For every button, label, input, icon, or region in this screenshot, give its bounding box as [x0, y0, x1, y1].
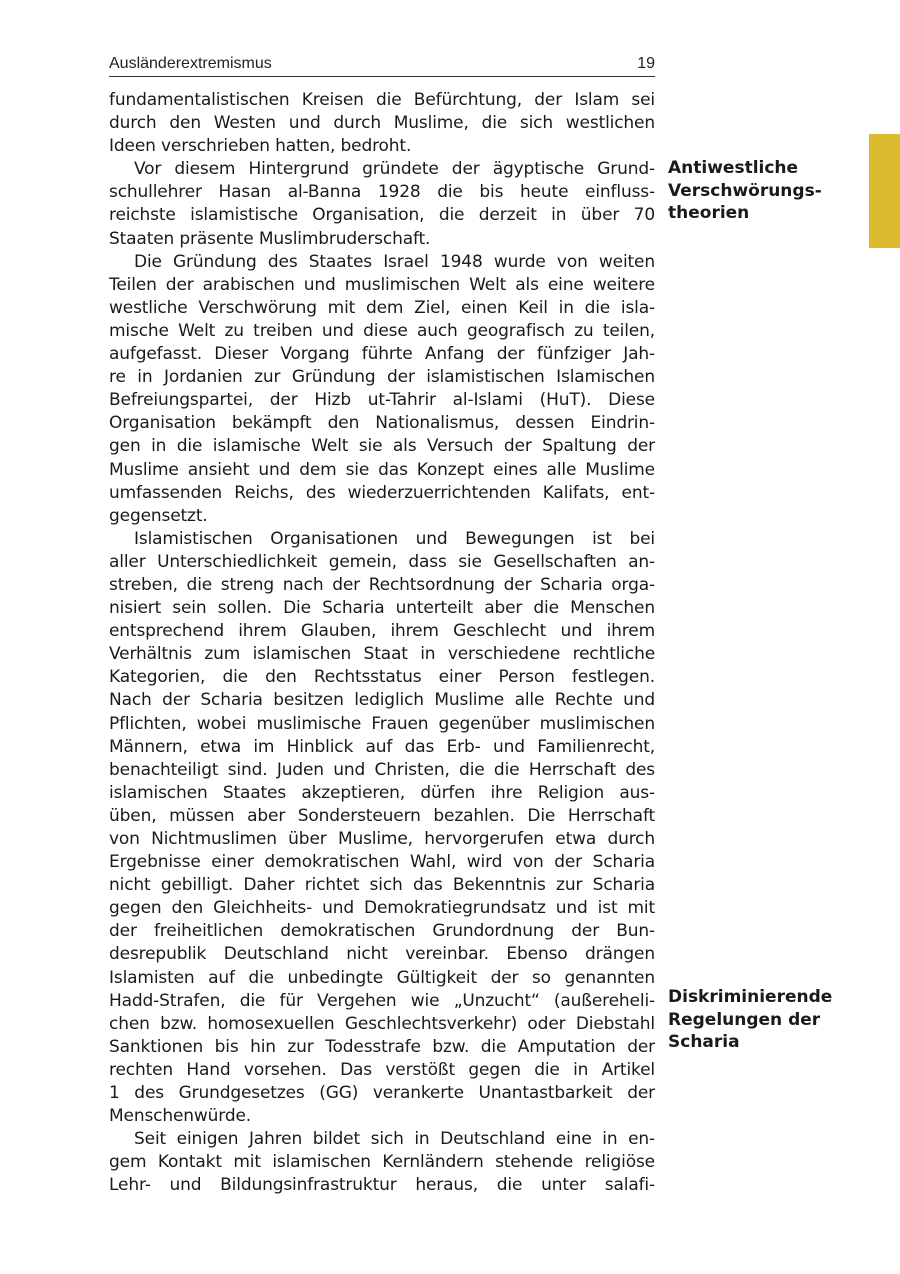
text-line: Muslime ansieht und dem sie das Konzept eines alle Muslime — [109, 459, 655, 480]
text-line: gegensetzt. — [109, 505, 208, 526]
text-line: desrepublik Deutschland nicht vereinbar. Ebenso drängen — [109, 944, 655, 965]
text-line: Teilen der arabischen und muslimischen Welt als eine weitere — [109, 274, 655, 295]
running-header — [109, 52, 655, 77]
page-number: 19 — [637, 55, 655, 72]
text-line: Pflichten, wobei muslimische Frauen gegenüber muslimischen — [109, 713, 655, 734]
text-line: Menschenwürde. — [109, 1106, 252, 1127]
text-line: umfassenden Reichs, des wiederzuerrichtenden Kalifats, ent- — [109, 482, 655, 503]
text-line: streben, die streng nach der Rechtsordnung der Scharia orga- — [109, 574, 655, 595]
text-line: 1 des Grundgesetzes (GG) verankerte Unantastbarkeit der — [109, 1083, 655, 1104]
margin-note-line: Diskriminierende — [668, 987, 833, 1007]
text-line: rechten Hand vorsehen. Das verstößt gegen die in Artikel — [109, 1059, 655, 1080]
text-line: Die Gründung des Staates Israel 1948 wurde von weiten — [134, 251, 655, 272]
text-line: nicht gebilligt. Daher richtet sich das Bekenntnis zur Scharia — [109, 875, 655, 896]
text-line: gen in die islamische Welt sie als Versuch der Spaltung der — [109, 436, 655, 457]
text-line: Befreiungspartei, der Hizb ut-Tahrir al-Islami (HuT). Diese — [109, 390, 655, 411]
margin-note-line: Antiwestliche — [668, 158, 799, 178]
text-line: nisiert sein sollen. Die Scharia unterteilt aber die Menschen — [109, 598, 655, 619]
text-line: schullehrer Hasan al-Banna 1928 die bis heute einfluss- — [109, 182, 655, 203]
text-line: Staaten präsente Muslimbruderschaft. — [109, 228, 431, 249]
text-line: der freiheitlichen demokratischen Grundordnung der Bun- — [109, 921, 655, 942]
text-line: Ergebnisse einer demokratischen Wahl, wird von der Scharia — [109, 852, 655, 873]
text-line: durch den Westen und durch Muslime, die sich westlichen — [109, 113, 655, 134]
text-line: fundamentalistischen Kreisen die Befürchtung, der Islam sei — [109, 90, 655, 110]
text-line: chen bzw. homosexuellen Geschlechtsverkehr) oder Diebstahl — [109, 1013, 655, 1034]
text-line: üben, müssen aber Sondersteuern bezahlen. Die Herrschaft — [109, 805, 655, 826]
text-line: Nach der Scharia besitzen lediglich Muslime alle Rechte und — [109, 690, 655, 711]
text-line: reichste islamistische Organisation, die derzeit in über 70 — [109, 205, 655, 226]
margin-note-line: Regelungen der — [668, 1009, 821, 1030]
text-line: Ideen verschrieben hatten, bedroht. — [109, 136, 412, 157]
text-line: Seit einigen Jahren bildet sich in Deutschland eine in en- — [134, 1129, 655, 1150]
text-line: Sanktionen bis hin zur Todesstrafe bzw. die Amputation der — [109, 1036, 655, 1057]
text-line: Kategorien, die den Rechtsstatus einer Person festlegen. — [109, 667, 655, 688]
text-line: westliche Verschwörung mit dem Ziel, einen Keil in die isla- — [109, 297, 655, 318]
text-line: aufgefasst. Dieser Vorgang führte Anfang der fünfziger Jah- — [109, 344, 655, 365]
text-line: mische Welt zu treiben und diese auch geografisch zu teilen, — [109, 320, 655, 341]
text-line: Vor diesem Hintergrund gründete der ägyptische Grund- — [134, 159, 655, 180]
text-line: Islamistischen Organisationen und Bewegungen ist bei — [134, 528, 655, 549]
margin-note-line: theorien — [668, 203, 750, 223]
text-line: Islamisten auf die unbedingte Gültigkeit der so genannten — [109, 967, 655, 988]
chapter-thumb-tab — [869, 134, 900, 248]
body-text — [109, 89, 655, 1198]
text-line: entsprechend ihrem Glauben, ihrem Geschlecht und ihrem — [109, 621, 655, 642]
text-line: benachteiligt sind. Juden und Christen, die die Herrschaft des — [109, 759, 655, 780]
text-line: re in Jordanien zur Gründung der islamistischen Islamischen — [109, 367, 655, 388]
text-line: Lehr- und Bildungsinfrastruktur heraus, die unter salafi- — [109, 1175, 655, 1196]
text-line: aller Unterschiedlichkeit gemein, dass sie Gesellschaften an- — [109, 551, 655, 572]
text-line: von Nichtmuslimen über Muslime, hervorgerufen etwa durch — [109, 829, 655, 849]
text-line: Männern, etwa im Hinblick auf das Erb- und Familienrecht, — [109, 736, 655, 757]
margin-note-line: Verschwörungs- — [668, 180, 822, 201]
text-line: gem Kontakt mit islamischen Kernländern stehende religiöse — [109, 1152, 655, 1173]
margin-note-sharia-discrimination — [668, 986, 868, 1054]
margin-note-line: Scharia — [668, 1032, 740, 1052]
text-line: gegen den Gleichheits- und Demokratiegrundsatz und ist mit — [109, 898, 655, 919]
running-header-title: Ausländerextremismus — [109, 55, 272, 72]
margin-note-antiwestern-conspiracy — [668, 157, 868, 225]
text-line: islamischen Staates akzeptieren, dürfen ihre Religion aus- — [109, 782, 655, 803]
text-line: Organisation bekämpft den Nationalismus, dessen Eindrin- — [109, 413, 655, 434]
text-line: Hadd-Strafen, die für Vergehen wie „Unzucht“ (außereheli- — [109, 990, 655, 1011]
text-line: Verhältnis zum islamischen Staat in verschiedene rechtliche — [109, 644, 655, 665]
